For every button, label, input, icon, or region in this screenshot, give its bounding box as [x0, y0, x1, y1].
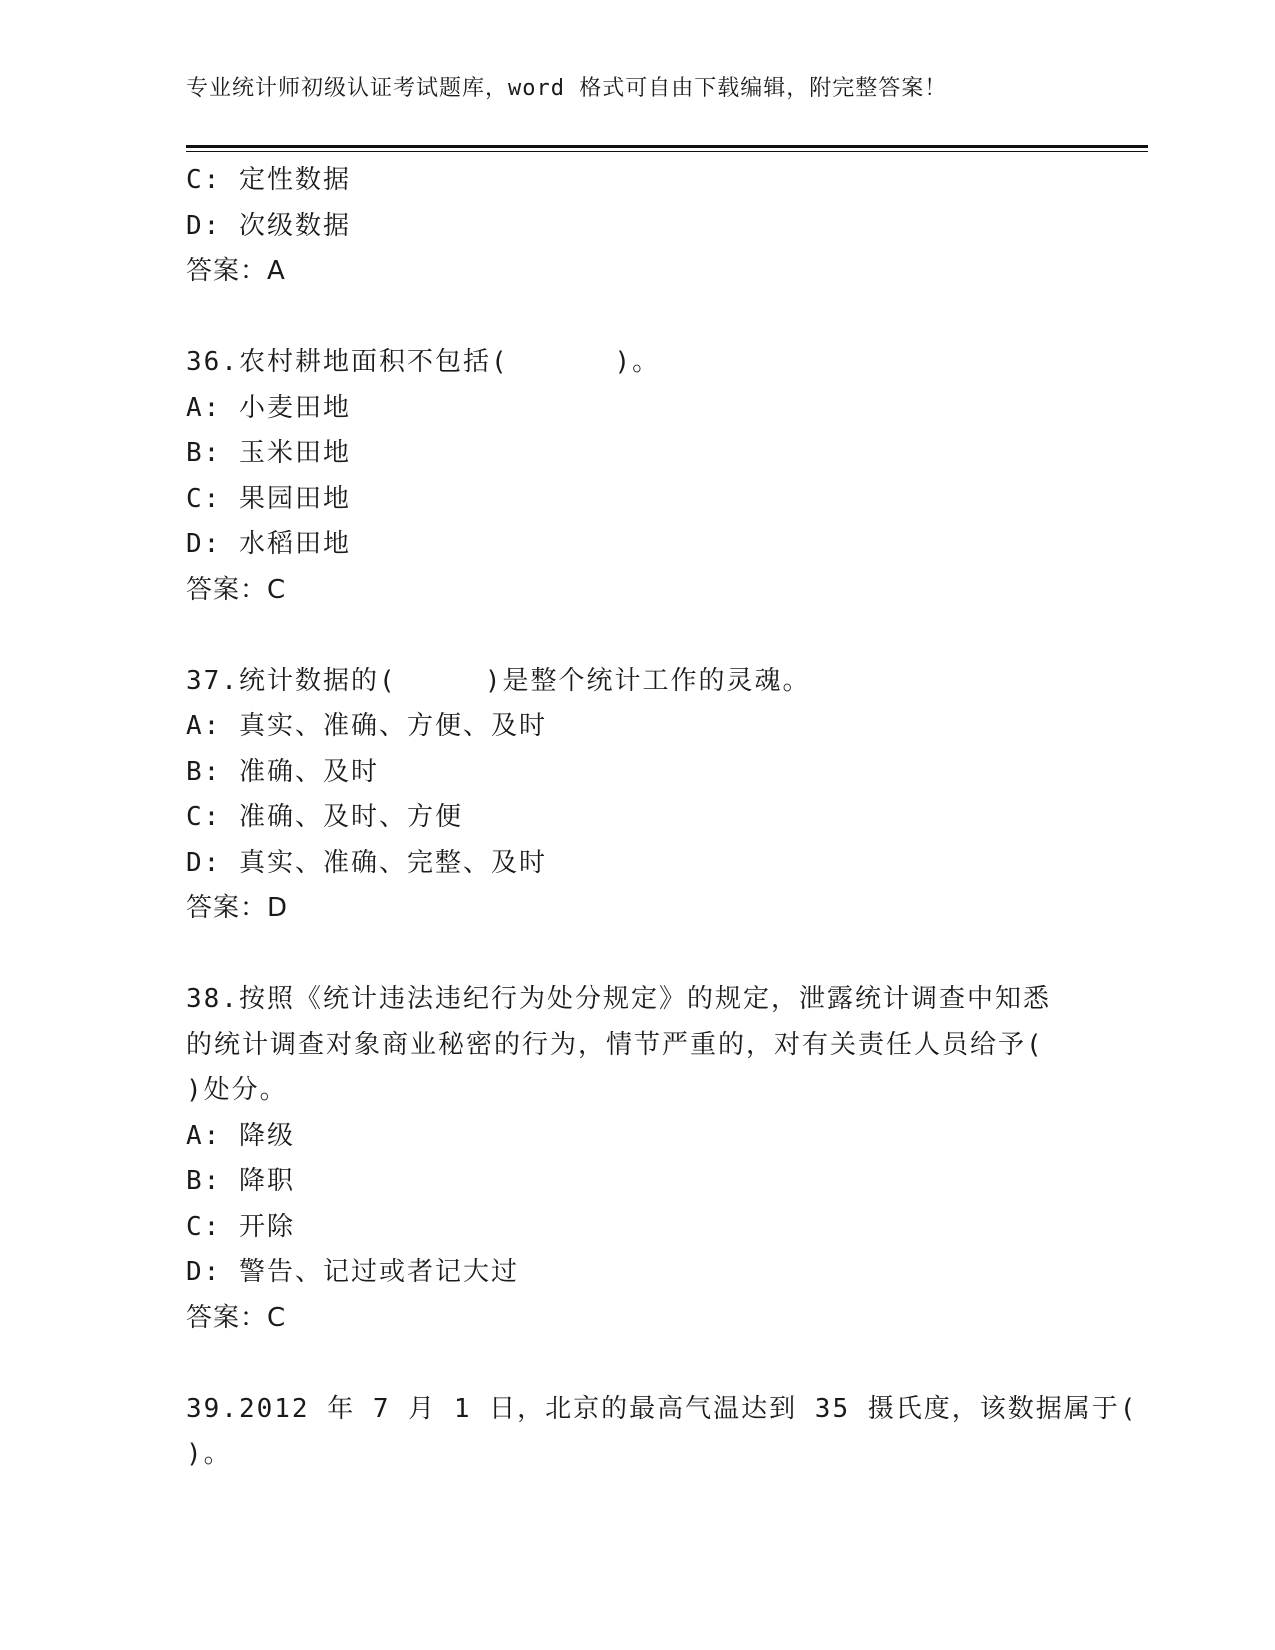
q38-stem-line-1: 38.按照《统计违法违纪行为处分规定》的规定，泄露统计调查中知悉	[186, 984, 1051, 1014]
header-rule-thin	[186, 151, 1148, 152]
question-content	[186, 158, 1138, 1478]
header-rule-thick	[186, 145, 1148, 148]
q39-stem-line-1: 39.2012 年 7 月 1 日，北京的最高气温达到 35 摄氏度，该数据属于(	[186, 1393, 1138, 1424]
q38-option-d: D: 警告、记过或者记大过	[186, 1257, 519, 1287]
page-header: 专业统计师初级认证考试题库，word 格式可自由下载编辑，附完整答案！	[186, 76, 948, 101]
q39-stem-line-2: )。	[186, 1439, 232, 1469]
q36-answer: 答案：C	[186, 574, 287, 605]
q38-stem-line-2: 的统计调查对象商业秘密的行为，情节严重的，对有关责任人员给予(	[186, 1029, 1044, 1060]
spacer	[186, 932, 1086, 978]
spacer	[186, 295, 1086, 341]
q36-option-c: C: 果园田地	[186, 483, 351, 514]
q37-stem: 37.统计数据的( )是整个统计工作的灵魂。	[186, 665, 811, 696]
spacer	[186, 1341, 1086, 1387]
q36-option-a: A: 小麦田地	[186, 392, 351, 423]
q37-option-a: A: 真实、准确、方便、及时	[186, 711, 547, 741]
q38-option-a: A: 降级	[186, 1120, 295, 1151]
q36-option-b: B: 玉米田地	[186, 438, 351, 468]
q37-option-b: B: 准确、及时	[186, 756, 379, 787]
q37-option-c: C: 准确、及时、方便	[186, 802, 463, 832]
q36-option-d: D: 水稻田地	[186, 529, 351, 559]
q38-option-b: B: 降职	[186, 1166, 295, 1196]
q35-option-c: C: 定性数据	[186, 165, 351, 195]
q38-option-c: C: 开除	[186, 1211, 295, 1242]
q38-answer: 答案：C	[186, 1302, 287, 1333]
q37-answer: 答案：D	[186, 893, 289, 923]
q38-stem-line-3: )处分。	[186, 1075, 288, 1105]
spacer	[186, 613, 1086, 659]
q35-answer: 答案：A	[186, 256, 286, 286]
q36-stem: 36.农村耕地面积不包括( )。	[186, 347, 661, 377]
q37-option-d: D: 真实、准确、完整、及时	[186, 847, 547, 878]
q35-option-d: D: 次级数据	[186, 210, 351, 241]
